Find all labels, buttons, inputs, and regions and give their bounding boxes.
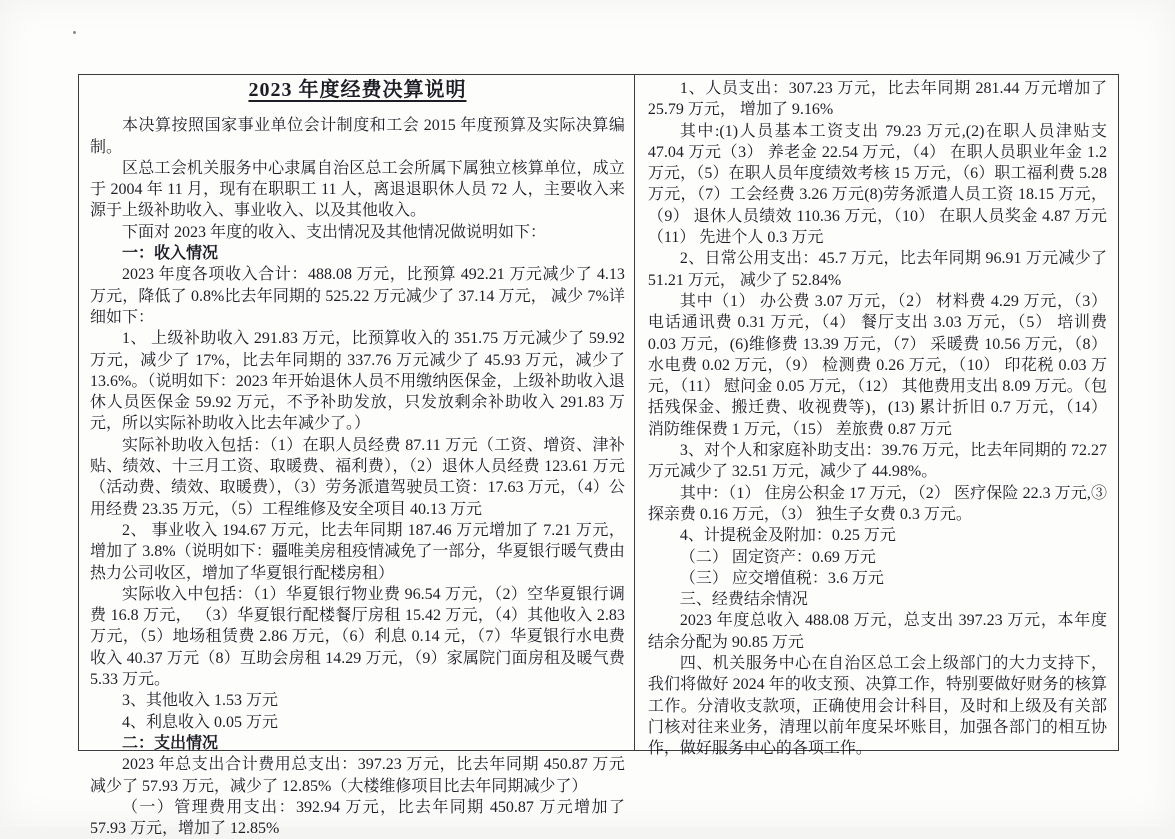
para-management-expense: （一）管理费用支出：392.94 万元，比去年同期 450.87 万元增加了 57.93 万元，增加了 12.85% bbox=[90, 798, 625, 838]
document-title bbox=[90, 80, 625, 101]
para-subsidy-breakdown: 实际补助收入包括：（1）在职人员经费 87.11 万元（工资、增资、津补贴、绩效、十三月工资、取暖费、福利费），（2）退休人员经费 123.61 万元（活动费、绩效、取暖费），（3）劳务派遣驾驶员工资：17.63 万元，（4）公用经费 23.35 万元，（5）工程维修及安全项目 40.13 万元 bbox=[90, 436, 625, 518]
para-vat-payable: （三） 应交增值税：3.6 万元 bbox=[679, 569, 884, 587]
para-interest-income: 4、利息收入 0.05 万元 bbox=[122, 713, 279, 731]
document-frame bbox=[78, 74, 1119, 838]
para-preparation-basis: 本决算按照国家事业单位会计制度和工会 2015 年度预算及实际决算编制。 bbox=[90, 117, 625, 156]
heading-balance-section: 三、经费结余情况 bbox=[679, 591, 808, 609]
para-fixed-assets: （二） 固定资产：0.69 万元 bbox=[679, 548, 876, 566]
para-family-subsidy-expense: 3、对个人和家庭补助支出：39.76 万元，比去年同期的 72.27 万元减少了 32.51 万元，减少了 44.98%。 bbox=[647, 442, 1107, 481]
right-column bbox=[635, 75, 1118, 758]
para-family-subsidy-breakdown: 其中：（1） 住房公积金 17 万元，（2） 医疗保险 22.3 万元,③探亲费 0.16 万元，（3） 独生子女费 0.3 万元。 bbox=[647, 484, 1107, 523]
para-income-total: 2023 年度各项收入合计：488.08 万元，比预算 492.21 万元减少了 4.13 万元，降低了 0.8%比去年同期的 525.22 万元减少了 37.14 万元， 减少 7%详细如下： bbox=[90, 266, 625, 326]
para-tax-accrual: 4、计提税金及附加：0.25 万元 bbox=[679, 527, 896, 545]
heading-income-section: 一：收入情况 bbox=[122, 245, 219, 263]
document-title-text: 2023 年度经费决算说明 bbox=[248, 79, 467, 101]
scan-speck bbox=[73, 31, 76, 34]
para-year-balance: 2023 年度总收入 488.08 万元，总支出 397.23 万元，本年度结余分配为 90.85 万元 bbox=[647, 612, 1107, 651]
para-daily-public-expense: 2、日常公用支出：45.7 万元，比去年同期 96.91 万元减少了 51.21 万元， 减少了 52.84% bbox=[647, 250, 1107, 289]
para-other-income: 3、其他收入 1.53 万元 bbox=[122, 692, 279, 710]
para-daily-public-breakdown: 其中（1） 办公费 3.07 万元，（2） 材料费 4.29 万元，（3） 电话通讯费 0.31 万元，（4） 餐厅支出 3.03 万元，（5） 培训费 0.03 万元，(6)维修费 13.39 万元，（7） 采暖费 10.56 万元，（8） 水电费 0.02 万元，（9） 检测费 0.26 万元，（10） 印花税 0.03 万元，（11） 慰问金 0.05 万元，（12） 其他费用支出 8.09 万元。（包括残保金、搬迁费、收视费等)，(13) 累计折旧 0.7 万元，（14） 消防维保费 1 万元，（15） 差旅费 0.87 万元 bbox=[647, 292, 1107, 438]
para-outlook-2024: 四、机关服务中心在自治区总工会上级部门的大力支持下，我们将做好 2024 年的收支预、决算工作，特别要做好财务的核算工作。分清收支款项，正确使用会计科目，及时和上级及有关部门核对往来业务，清理以前年度呆坏账目，加强各部门的相互协作，做好服务中心的各项工作。 bbox=[647, 655, 1107, 758]
para-business-income: 2、 事业收入 194.67 万元，比去年同期 187.46 万元增加了 7.21 万元，增加了 3.8%（说明如下：疆唯美房租疫情减免了一部分，华夏银行暖气费由热力公司收区，增加了华夏银行配楼房租） bbox=[90, 521, 625, 582]
para-subsidy-income: 1、 上级补助收入 291.83 万元，比预算收入的 351.75 万元减少了 59.92 万元，减少了 17%，比去年同期的 337.76 万元减少了 45.93 万元，减少了 13.6%。（说明如下：2023 年开始退休人员不用缴纳医保金，上级补助收入退休人员医保金 59.92 万元，不予补助发放，只发放剩余补助收入 291.83 万元，所以实际补助收入比去年减少了。） bbox=[90, 330, 625, 433]
para-org-overview: 区总工会机关服务中心隶属自治区总工会所属下属独立核算单位，成立于 2004 年 11 月，现有在职职工 11 人，离退退职休人员 72 人，主要收入来源于上级补助收入、事业收入、以及其他收入。 bbox=[90, 159, 625, 220]
para-expense-total: 2023 年总支出合计费用总支出：397.23 万元，比去年同期 450.87 万元减少了 57.93 万元，减少了 12.85%（大楼维修项目比去年同期减少了） bbox=[90, 756, 625, 795]
heading-expense-section: 二：支出情况 bbox=[122, 734, 219, 752]
para-intro: 下面对 2023 年度的收入、支出情况及其他情况做说明如下： bbox=[122, 223, 547, 241]
para-personnel-breakdown: 其中:(1)人员基本工资支出 79.23 万元,(2)在职人员津贴支 47.04 万元（3） 养老金 22.54 万元，（4） 在职人员职业年金 1.2 万元，（5）在职人员年度绩效考核 15 万元，（6）职工福利费 5.28 万元，（7）工会经费 3.26 万元(8)劳务派遣人员工资 18.15 万元，（9） 退休人员绩效 110.36 万元，（10） 在职人员奖金 4.87 万元（11） 先进个人 0.3 万元 bbox=[647, 122, 1107, 247]
para-personnel-expense: 1、人员支出：307.23 万元，比去年同期 281.44 万元增加了 25.79 万元， 增加了 9.16% bbox=[647, 80, 1107, 119]
left-column bbox=[79, 75, 635, 838]
para-business-income-breakdown: 实际收入中包括：（1）华夏银行物业费 96.54 万元，（2）空华夏银行调费 16.8 万元， （3）华夏银行配楼餐厅房租 15.42 万元，（4）其他收入 2.83 万元，（5）地场租赁费 2.86 万元，（6）利息 0.14 元，（7）华夏银行水电费收入 40.37 万元（8）互助会房租 14.29 万元，（9）家属院门面房租及暖气费 5.33 万元。 bbox=[90, 585, 625, 689]
